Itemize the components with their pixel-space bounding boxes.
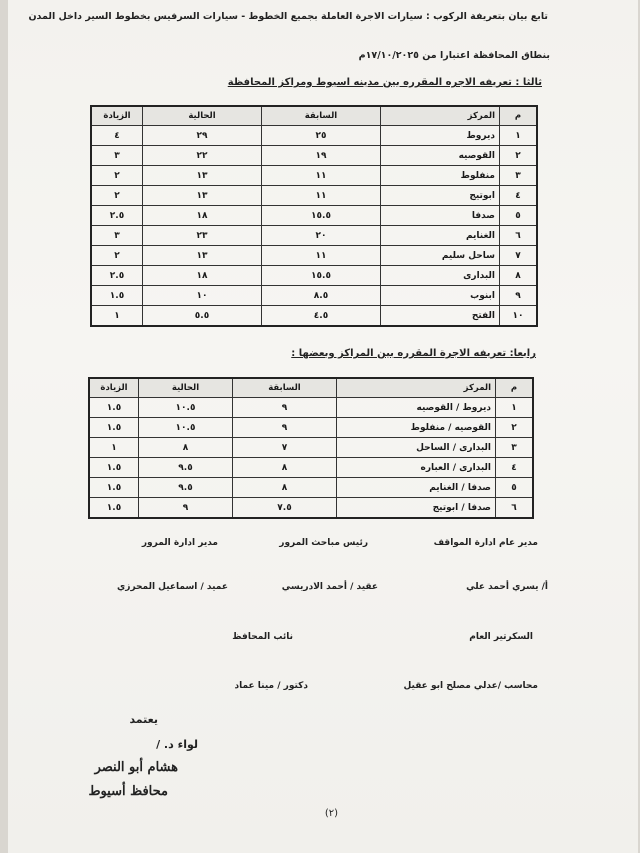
fares-table-city-centers xyxy=(90,105,538,327)
cell-previous: ١١ xyxy=(262,166,381,186)
col-center: المركز xyxy=(381,106,500,126)
cell-previous: ١٩ xyxy=(262,146,381,166)
page-number: (٢) xyxy=(324,808,338,819)
cell-increase: ٢ xyxy=(91,166,143,186)
cell-current: ٩ xyxy=(139,498,233,519)
cell-previous: ٩ xyxy=(233,398,337,418)
signature-deputy: نائب المحافظ xyxy=(232,632,293,642)
cell-center: صدفا xyxy=(381,206,500,226)
cell-center: البدارى / الساحل xyxy=(337,438,496,458)
cell-center: الفتح xyxy=(381,306,500,327)
table-row xyxy=(91,266,537,286)
table-row xyxy=(89,458,533,478)
col-previous: السابقة xyxy=(262,106,381,126)
table-row xyxy=(91,246,537,266)
cell-center: الغنايم xyxy=(381,226,500,246)
table-row xyxy=(91,146,537,166)
table-header-row xyxy=(91,106,537,126)
col-current: الحالية xyxy=(143,106,262,126)
cell-previous: ٢٥ xyxy=(262,126,381,146)
cell-previous: ٨ xyxy=(233,458,337,478)
governor-rank: لواء د. / xyxy=(156,738,198,751)
cell-index: ١٠ xyxy=(500,306,538,327)
signature-title-parking: مدير عام ادارة المواقف xyxy=(433,538,538,548)
cell-previous: ٧.٥ xyxy=(233,498,337,519)
cell-index: ٣ xyxy=(500,166,538,186)
signature-title-traffic: مدير ادارة المرور xyxy=(141,538,218,548)
cell-center: القوصيه xyxy=(381,146,500,166)
cell-center: ساحل سليم xyxy=(381,246,500,266)
signature-accountant: محاسب /عدلي مصلح ابو عقيل xyxy=(403,681,538,691)
table-row xyxy=(91,206,537,226)
table-row xyxy=(89,438,533,458)
cell-index: ٢ xyxy=(496,418,534,438)
cell-current: ٢٢ xyxy=(143,146,262,166)
cell-index: ٩ xyxy=(500,286,538,306)
cell-previous: ٩ xyxy=(233,418,337,438)
cell-current: ٩.٥ xyxy=(139,458,233,478)
table-row xyxy=(89,398,533,418)
table-row xyxy=(91,306,537,327)
cell-increase: ١ xyxy=(89,438,139,458)
signature-secretary: السكرتير العام xyxy=(469,632,533,642)
cell-current: ٢٩ xyxy=(143,126,262,146)
table-row xyxy=(91,286,537,306)
cell-increase: ٢.٥ xyxy=(91,206,143,226)
cell-increase: ١.٥ xyxy=(89,398,139,418)
cell-current: ١٠ xyxy=(143,286,262,306)
table-row xyxy=(91,126,537,146)
cell-current: ١٠.٥ xyxy=(139,398,233,418)
cell-current: ٢٣ xyxy=(143,226,262,246)
approval-label: يعتمد xyxy=(129,713,158,726)
cell-current: ٩.٥ xyxy=(139,478,233,498)
cell-current: ١٣ xyxy=(143,246,262,266)
cell-center: ديروط xyxy=(381,126,500,146)
section3-title: ثالثا : تعريفه الاجره المقرره بين مدينه اسيوط ومراكز المحافظة xyxy=(227,77,542,88)
cell-increase: ٢.٥ xyxy=(91,266,143,286)
cell-index: ٦ xyxy=(496,498,534,519)
cell-increase: ٢ xyxy=(91,186,143,206)
col-current: الحالية xyxy=(139,378,233,398)
cell-current: ١٨ xyxy=(143,266,262,286)
cell-index: ٥ xyxy=(500,206,538,226)
cell-index: ٤ xyxy=(496,458,534,478)
cell-center: ابوتيج xyxy=(381,186,500,206)
signature-name-yousry: أ/ يسري أحمد علي xyxy=(466,582,548,592)
cell-increase: ١.٥ xyxy=(91,286,143,306)
cell-increase: ٣ xyxy=(91,226,143,246)
table-row xyxy=(89,478,533,498)
cell-index: ٨ xyxy=(500,266,538,286)
cell-index: ٢ xyxy=(500,146,538,166)
cell-center: البدارى / العباره xyxy=(337,458,496,478)
cell-previous: ٨.٥ xyxy=(262,286,381,306)
cell-index: ٣ xyxy=(496,438,534,458)
cell-increase: ٣ xyxy=(91,146,143,166)
col-center: المركز xyxy=(337,378,496,398)
cell-previous: ٨ xyxy=(233,478,337,498)
cell-current: ٥.٥ xyxy=(143,306,262,327)
table-row xyxy=(91,166,537,186)
cell-increase: ١.٥ xyxy=(89,418,139,438)
cell-previous: ١١ xyxy=(262,186,381,206)
table-row xyxy=(91,226,537,246)
header-line-2: بنطاق المحافظة اعتبارا من ١٧/١٠/٢٠٢٥م xyxy=(358,50,550,61)
governor-title: محافظ أسيوط xyxy=(88,784,168,799)
cell-current: ١٠.٥ xyxy=(139,418,233,438)
signature-name-ismail: عميد / اسماعيل المحرزي xyxy=(117,582,228,592)
header-line-1: تابع بيان بتعريفة الركوب : سيارات الاجرة العاملة بجميع الخطوط - سيارات السرفيس بخطوط السير داخل المدن xyxy=(28,11,548,22)
document-page xyxy=(8,0,638,853)
cell-previous: ١٥.٥ xyxy=(262,266,381,286)
table-row xyxy=(89,498,533,519)
fares-table-between-centers xyxy=(88,377,534,519)
table-header-row xyxy=(89,378,533,398)
cell-index: ٧ xyxy=(500,246,538,266)
cell-center: ابنوب xyxy=(381,286,500,306)
col-increase: الزيادة xyxy=(91,106,143,126)
cell-increase: ١ xyxy=(91,306,143,327)
cell-index: ٥ xyxy=(496,478,534,498)
section4-title: رابعا: تعريفه الاجرة المقرره بين المراكز وبعضها : xyxy=(291,348,536,359)
cell-previous: ٧ xyxy=(233,438,337,458)
signature-title-investigations: رئيس مباحث المرور xyxy=(279,538,368,548)
cell-current: ١٣ xyxy=(143,166,262,186)
cell-increase: ١.٥ xyxy=(89,458,139,478)
cell-index: ٤ xyxy=(500,186,538,206)
cell-center: البدارى xyxy=(381,266,500,286)
cell-increase: ١.٥ xyxy=(89,498,139,519)
cell-increase: ١.٥ xyxy=(89,478,139,498)
col-increase: الزيادة xyxy=(89,378,139,398)
cell-increase: ٢ xyxy=(91,246,143,266)
cell-previous: ٤.٥ xyxy=(262,306,381,327)
col-index: م xyxy=(500,106,538,126)
cell-center: صدفا / ابوتيج xyxy=(337,498,496,519)
governor-name: هشام أبو النصر xyxy=(94,760,178,775)
signature-name-ahmed: عقيد / أحمد الادريسي xyxy=(281,582,378,592)
cell-index: ١ xyxy=(496,398,534,418)
cell-current: ٨ xyxy=(139,438,233,458)
cell-center: ديروط / القوصيه xyxy=(337,398,496,418)
cell-center: منفلوط xyxy=(381,166,500,186)
table-row xyxy=(89,418,533,438)
cell-index: ١ xyxy=(500,126,538,146)
col-index: م xyxy=(496,378,534,398)
cell-index: ٦ xyxy=(500,226,538,246)
cell-center: القوصيه / منفلوط xyxy=(337,418,496,438)
cell-increase: ٤ xyxy=(91,126,143,146)
table-row xyxy=(91,186,537,206)
col-previous: السابقة xyxy=(233,378,337,398)
cell-center: صدفا / الغنايم xyxy=(337,478,496,498)
cell-previous: ٢٠ xyxy=(262,226,381,246)
cell-current: ١٨ xyxy=(143,206,262,226)
cell-current: ١٣ xyxy=(143,186,262,206)
cell-previous: ١١ xyxy=(262,246,381,266)
cell-previous: ١٥.٥ xyxy=(262,206,381,226)
signature-doctor: دكتور / مينا عماد xyxy=(234,681,308,691)
